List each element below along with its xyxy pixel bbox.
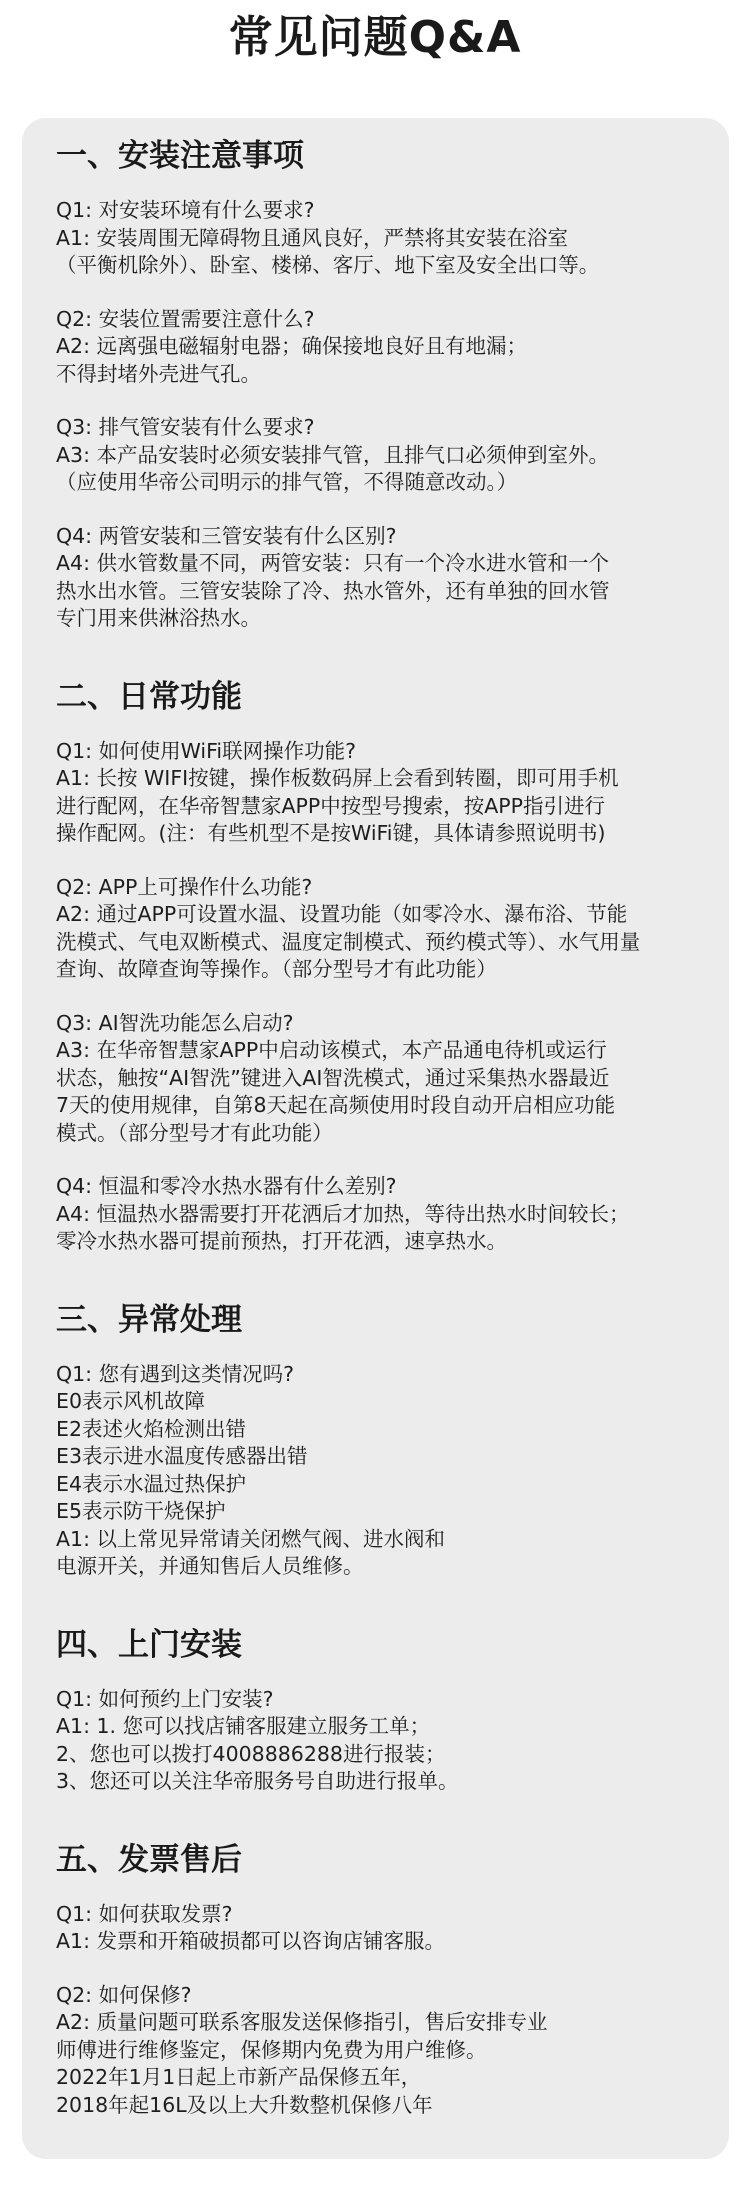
section-title: 三、异常处理	[56, 1301, 242, 1338]
page-title: 常见问题Q&A	[228, 12, 522, 63]
answer-text: A1: 发票和开箱破损都可以咨询店铺客服。	[56, 1929, 445, 1953]
answer-text: A2: 通过APP可设置水温、设置功能（如零冷水、瀑布浴、节能	[56, 902, 628, 926]
answer-text: 师傅进行维修鉴定，保修期内免费为用户维修。	[56, 2037, 487, 2062]
question-text: Q1: 如何使用WiFi联网操作功能?	[56, 738, 356, 763]
answer-text: 2018年起16L及以上大升数整机保修八年	[56, 2092, 433, 2117]
answer-text: 热水出水管。三管安装除了冷、热水管外，还有单独的回水管	[56, 578, 610, 603]
answer-text: E0表示风机故障	[56, 1389, 205, 1413]
answer-text: A1: 以上常见异常请关闭燃气阀、进水阀和	[56, 1526, 445, 1551]
answer-text: 不得封堵外壳进气孔。	[56, 361, 261, 386]
question-text: Q1: 对安装环境有什么要求?	[56, 198, 315, 222]
qa-item	[56, 306, 699, 389]
answer-text: 3、您还可以关注华帝服务号自助进行报单。	[56, 1769, 459, 1793]
answer-text: 查询、故障查询等操作。（部分型号才有此功能）	[56, 957, 497, 981]
question-text: Q4: 恒温和零冷水热水器有什么差别?	[56, 1174, 397, 1198]
answer-text: 专门用来供淋浴热水。	[56, 606, 261, 630]
answer-text: 电源开关，并通知售后人员维修。	[56, 1554, 364, 1578]
qa-item	[56, 1010, 699, 1148]
qa-item	[56, 523, 699, 633]
answer-text: 2022年1月1日起上市新产品保修五年，	[56, 2065, 422, 2089]
answer-text: 零冷水热水器可提前预热，打开花洒，速享热水。	[56, 1229, 507, 1253]
answer-text: 操作配网。(注：有些机型不是按WiFi键，具体请参照说明书)	[56, 821, 606, 845]
question-text: Q2: APP上可操作什么功能?	[56, 874, 313, 899]
section-title: 二、日常功能	[56, 678, 242, 715]
answer-text: A1: 1. 您可以找店铺客服建立服务工单；	[56, 1714, 431, 1738]
section-title: 四、上门安装	[56, 1626, 242, 1663]
question-text: Q1: 如何获取发票?	[56, 1901, 233, 1926]
answer-text: A4: 恒温热水器需要打开花洒后才加热，等待出热水时间较长；	[56, 1201, 630, 1226]
answer-text: A2: 质量问题可联系客服发送保修指引，售后安排专业	[56, 2010, 548, 2034]
qa-item	[56, 1982, 699, 2120]
question-text: Q3: AI智洗功能怎么启动?	[56, 1010, 294, 1035]
faq-section	[56, 1840, 699, 2120]
answer-text: 洗模式、气电双断模式、温度定制模式、预约模式等）、水气用量	[56, 929, 641, 954]
answer-text: A4: 供水管数量不同，两管安装：只有一个冷水进水管和一个	[56, 551, 609, 575]
section-title: 五、发票售后	[56, 1841, 242, 1878]
qa-item	[56, 1173, 699, 1256]
section-title: 一、安装注意事项	[56, 138, 304, 174]
answer-text: A3: 在华帝智慧家APP中启动该模式，本产品通电待机或运行	[56, 1038, 607, 1062]
faq-card	[22, 118, 729, 2159]
answer-text: E5表示防干烧保护	[56, 1499, 226, 1523]
answer-text: E2表述火焰检测出错	[56, 1416, 246, 1441]
qa-item	[56, 197, 699, 280]
answer-text: 7天的使用规律，自第8天起在高频使用时段自动开启相应功能	[56, 1093, 616, 1117]
answer-text: A3: 本产品安装时必须安装排气管，且排气口必须伸到室外。	[56, 442, 609, 467]
qa-item	[56, 414, 699, 497]
answer-text: （应使用华帝公司明示的排气管，不得随意改动。）	[56, 470, 518, 494]
question-text: Q2: 安装位置需要注意什么?	[56, 306, 315, 331]
answer-text: E3表示进水温度传感器出错	[56, 1444, 308, 1468]
question-text: Q2: 如何保修?	[56, 1982, 192, 2007]
faq-section	[56, 136, 699, 633]
answer-text: A1: 长按 WIFI按键，操作板数码屏上会看到转圈，即可用手机	[56, 766, 619, 790]
answer-text: 2、您也可以拨打4008886288进行报装；	[56, 1741, 446, 1766]
answer-text: （平衡机除外）、卧室、楼梯、客厅、地下室及安全出口等。	[56, 253, 600, 277]
faq-section	[56, 1625, 699, 1796]
answer-text: 状态，触按“AI智洗”键进入AI智洗模式，通过采集热水器最近	[56, 1065, 610, 1090]
faq-section	[56, 1300, 699, 1581]
qa-item	[56, 874, 699, 984]
answer-text: E4表示水温过热保护	[56, 1471, 246, 1496]
answer-text: A2: 远离强电磁辐射电器；确保接地良好且有地漏；	[56, 334, 527, 358]
question-text: Q1: 如何预约上门安装?	[56, 1686, 274, 1711]
qa-item	[56, 1686, 699, 1796]
answer-text: A1: 安装周围无障碍物且通风良好，严禁将其安装在浴室	[56, 225, 568, 250]
question-text: Q3: 排气管安装有什么要求?	[56, 415, 315, 439]
answer-text: 模式。（部分型号才有此功能）	[56, 1120, 333, 1145]
qa-item	[56, 738, 699, 848]
qa-item	[56, 1901, 699, 1956]
answer-text: 进行配网，在华帝智慧家APP中按型号搜索，按APP指引进行	[56, 793, 605, 818]
faq-section	[56, 677, 699, 1256]
question-text: Q4: 两管安装和三管安装有什么区别?	[56, 523, 397, 548]
question-text: Q1: 您有遇到这类情况吗?	[56, 1361, 294, 1386]
qa-item	[56, 1361, 699, 1581]
